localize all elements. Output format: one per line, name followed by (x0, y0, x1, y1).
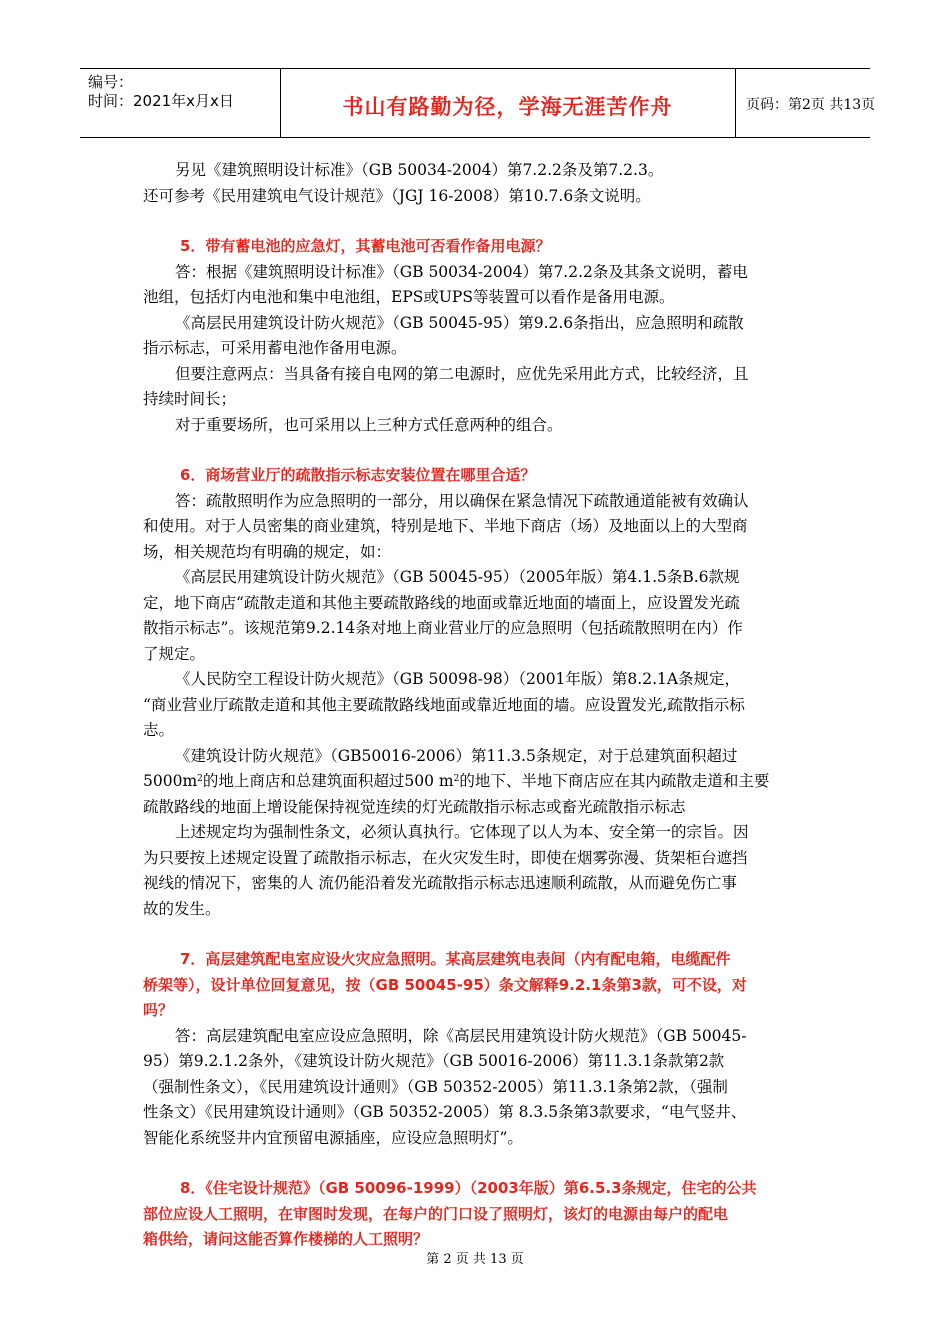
header-page-cell (736, 69, 876, 137)
question-heading: 8．《住宅设计规范》（GB 50096-1999）（2003年版）第6.5.3条规定，住宅的公共 (180, 1179, 757, 1197)
body-line: 疏散路线的地面上增设能保持视觉连续的灯光疏散指示标志或畜光疏散指示标志 (143, 798, 686, 816)
body-line: 视线的情况下，密集的人 流仍能沿着发光疏散指示标志迅速顺利疏散，从而避免伤亡事 (143, 874, 737, 892)
body-line: 性条文）《民用建筑设计通则》（GB 50352-2005）第 8.3.5条第3款要求，“电气竖井、 (143, 1103, 747, 1121)
body-line: 答：高层建筑配电室应设应急照明，除《高层民用建筑设计防火规范》（GB 50045- (175, 1027, 747, 1045)
body-line: 池组，包括灯内电池和集中电池组，EPS或UPS等装置可以看作是备用电源。 (143, 288, 675, 306)
page-header (80, 68, 876, 138)
body-line: （强制性条文），《民用建筑设计通则》（GB 50352-2005）第11.3.1条第2款，（强制 (143, 1078, 728, 1096)
body-line: 志。 (143, 721, 175, 739)
page-info: 页码：第2页 共13页 (746, 97, 876, 113)
question-heading: 6．商场营业厅的疏散指示标志安装位置在哪里合适？ (180, 466, 536, 484)
body-line: 故的发生。 (143, 900, 221, 918)
body-line: 和使用。对于人员密集的商业建筑，特别是地下、半地下商店（场）及地面以上的大型商 (143, 517, 748, 535)
motto: 书山有路勤为径，学海无涯苦作舟 (342, 95, 673, 119)
body-line: 《高层民用建筑设计防火规范》（GB 50045-95）第9.2.6条指出，应急照明和疏散 (175, 314, 744, 332)
body-line: 《人民防空工程设计防火规范》（GB 50098-98）（2001年版）第8.2.1A条规定， (175, 670, 741, 688)
header-motto-cell (280, 69, 736, 137)
body-line: 定，地下商店“疏散走道和其他主要疏散路线的地面或靠近地面的墙面上，应设置发光疏 (143, 594, 740, 612)
header-meta-cell (80, 69, 281, 137)
body-line: 95）第9.2.1.2条外，《建筑设计防火规范》（GB 50016-2006）第11.3.1条款第2款 (143, 1052, 725, 1070)
question-heading: 5．带有蓄电池的应急灯，其蓄电池可否看作备用电源？ (180, 237, 551, 255)
body-line: $5000m^2$的地上商店和总建筑面积超过500 $m^2$的地下、半地下商店应在其内疏散走道和主要 (143, 772, 770, 790)
page-footer: 第 2 页 共 13 页 (426, 1252, 524, 1267)
body-line: 上述规定均为强制性条文，必须认真执行。它体现了以人为本、安全第一的宗旨。因 (175, 823, 749, 841)
question-heading: 箱供给，请问这能否算作楼梯的人工照明？ (143, 1230, 429, 1248)
question-heading: 7．高层建筑配电室应设火灾应急照明。某高层建筑电表间（内有配电箱，电缆配件 (180, 950, 731, 968)
body-line: 了规定。 (143, 645, 206, 663)
body-line: 还可参考《民用建筑电气设计规范》（JGJ 16-2008）第10.7.6条文说明。 (143, 187, 651, 205)
body-line: 为只要按上述规定设置了疏散指示标志，在火灾发生时，即使在烟雾弥漫、货架柜台遮挡 (143, 849, 748, 867)
body-line: 《建筑设计防火规范》（GB50016-2006）第11.3.5条规定，对于总建筑面积超过 (175, 747, 738, 765)
question-heading: 桥架等），设计单位回复意见，按（GB 50045-95）条文解释9.2.1条第3款，可不设，对 (143, 976, 747, 994)
body-line: 答：疏散照明作为应急照明的一部分，用以确保在紧急情况下疏散通道能被有效确认 (175, 492, 749, 510)
body-line: 对于重要场所，也可采用以上三种方式任意两种的组合。 (175, 416, 563, 434)
document-date: 时间：2021年x月x日 (88, 92, 234, 110)
body-line: 另见《建筑照明设计标准》（GB 50034-2004）第7.2.2条及第7.2.3。 (175, 161, 664, 179)
body-line: 场，相关规范均有明确的规定，如： (143, 543, 392, 561)
body-line: “商业营业厅疏散走道和其他主要疏散路线地面或靠近地面的墙。应设置发光,疏散指示标 (143, 696, 745, 714)
document-number: 编号： (88, 73, 134, 91)
body-line: 但要注意两点：当具备有接自电网的第二电源时，应优先采用此方式，比较经济，且 (175, 365, 749, 383)
body-line: 持续时间长； (143, 390, 237, 408)
body-line: 指示标志，可采用蓄电池作备用电源。 (143, 339, 407, 357)
question-heading: 吗？ (143, 1001, 174, 1019)
question-heading: 部位应设人工照明，在审图时发现，在每户的门口设了照明灯，该灯的电源由每户的配电 (143, 1205, 729, 1223)
body-line: 答：根据《建筑照明设计标准》（GB 50034-2004）第7.2.2条及其条文说明，蓄电 (175, 263, 748, 281)
body-line: 智能化系统竖井内宜预留电源插座，应设应急照明灯”。 (143, 1129, 523, 1147)
body-line: 《高层民用建筑设计防火规范》（GB 50045-95）（2005年版）第4.1.5条B.6款规 (175, 568, 740, 586)
body-line: 散指示标志”。该规范第9.2.14条对地上商业营业厅的应急照明（包括疏散照明在内）作 (143, 619, 743, 637)
